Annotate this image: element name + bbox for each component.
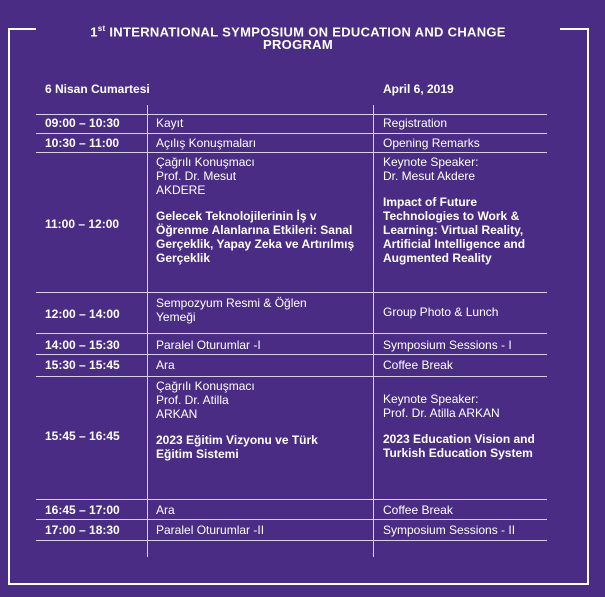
row-turkish xyxy=(156,379,346,461)
row-turkish: Açılış Konuşmaları xyxy=(156,136,257,150)
keynote-name: Dr. Mesut Akdere xyxy=(383,169,476,183)
keynote-talk-title: Gelecek Teknolojilerinin İş v Öğrenme Alanlarına Etkileri: Sanal Gerçeklik, Yapay Zeka ve Artırılmış Gerçeklik xyxy=(156,209,355,265)
table-line xyxy=(36,333,547,334)
keynote-role: Keynote Speaker: xyxy=(383,392,479,406)
row-time: 14:00 – 15:30 xyxy=(45,338,120,352)
frame-top-left-segment xyxy=(8,28,36,30)
symposium-title: 1st INTERNATIONAL SYMPOSIUM ON EDUCATION AND CHANGE xyxy=(90,24,506,40)
table-line xyxy=(36,133,547,134)
keynote-name: Prof. Dr. Atilla ARKAN xyxy=(383,406,500,420)
row-english: Registration xyxy=(383,116,448,130)
row-time: 11:00 – 12:00 xyxy=(45,217,120,231)
table-line xyxy=(36,376,547,377)
row-time: 12:00 – 14:00 xyxy=(45,307,120,321)
keynote-role: Keynote Speaker: xyxy=(383,155,479,169)
row-time: 09:00 – 10:30 xyxy=(45,116,120,130)
row-time: 17:00 – 18:30 xyxy=(45,523,120,537)
table-line xyxy=(36,152,547,153)
table-line xyxy=(36,354,547,355)
keynote-talk-title: 2023 Eğitim Vizyonu ve Türk Eğitim Sistemi xyxy=(156,433,318,461)
table-line xyxy=(36,519,547,520)
row-turkish: Sempozyum Resmi & Öğlen Yemeği xyxy=(156,296,307,324)
row-english xyxy=(383,379,553,460)
frame-top-right-segment xyxy=(560,28,587,30)
keynote-surname: ARKAN xyxy=(156,407,198,421)
row-english: Opening Remarks xyxy=(383,136,480,150)
row-time: 16:45 – 17:00 xyxy=(45,503,120,517)
program-subtitle: PROGRAM xyxy=(263,37,333,52)
column-divider xyxy=(373,105,374,557)
keynote-surname: AKDERE xyxy=(156,183,206,197)
keynote-talk-title: Impact of Future Technologies to Work & Learning: Virtual Reality, Artificial Intelligence and Augmented Reality xyxy=(383,195,526,265)
row-time: 15:45 – 16:45 xyxy=(45,429,120,443)
keynote-role: Çağrılı Konuşmacı xyxy=(156,379,255,393)
table-line xyxy=(36,114,547,115)
row-english: Coffee Break xyxy=(383,358,453,372)
row-turkish: Ara xyxy=(156,358,175,372)
date-turkish: 6 Nisan Cumartesi xyxy=(45,82,150,96)
keynote-talk-title: 2023 Education Vision and Turkish Education System xyxy=(383,432,535,460)
row-turkish: Paralel Oturumlar -I xyxy=(156,338,261,352)
table-line xyxy=(36,292,547,293)
row-turkish: Ara xyxy=(156,503,175,517)
row-english: Symposium Sessions - II xyxy=(383,523,516,537)
date-english: April 6, 2019 xyxy=(383,82,454,96)
row-time: 10:30 – 11:00 xyxy=(45,136,120,150)
row-turkish: Paralel Oturumlar -II xyxy=(156,523,265,537)
row-time: 15:30 – 15:45 xyxy=(45,358,120,372)
table-line xyxy=(36,499,547,500)
row-english: Symposium Sessions - I xyxy=(383,338,512,352)
keynote-name: Prof. Dr. Atilla xyxy=(156,393,229,407)
row-english: Group Photo & Lunch xyxy=(383,305,499,319)
keynote-name: Prof. Dr. Mesut xyxy=(156,169,237,183)
row-english: Coffee Break xyxy=(383,503,453,517)
row-turkish xyxy=(156,155,371,265)
keynote-role: Çağrılı Konuşmacı xyxy=(156,155,255,169)
column-divider xyxy=(147,105,148,557)
row-english xyxy=(383,155,553,265)
row-turkish: Kayıt xyxy=(156,116,184,130)
table-line xyxy=(36,540,547,541)
